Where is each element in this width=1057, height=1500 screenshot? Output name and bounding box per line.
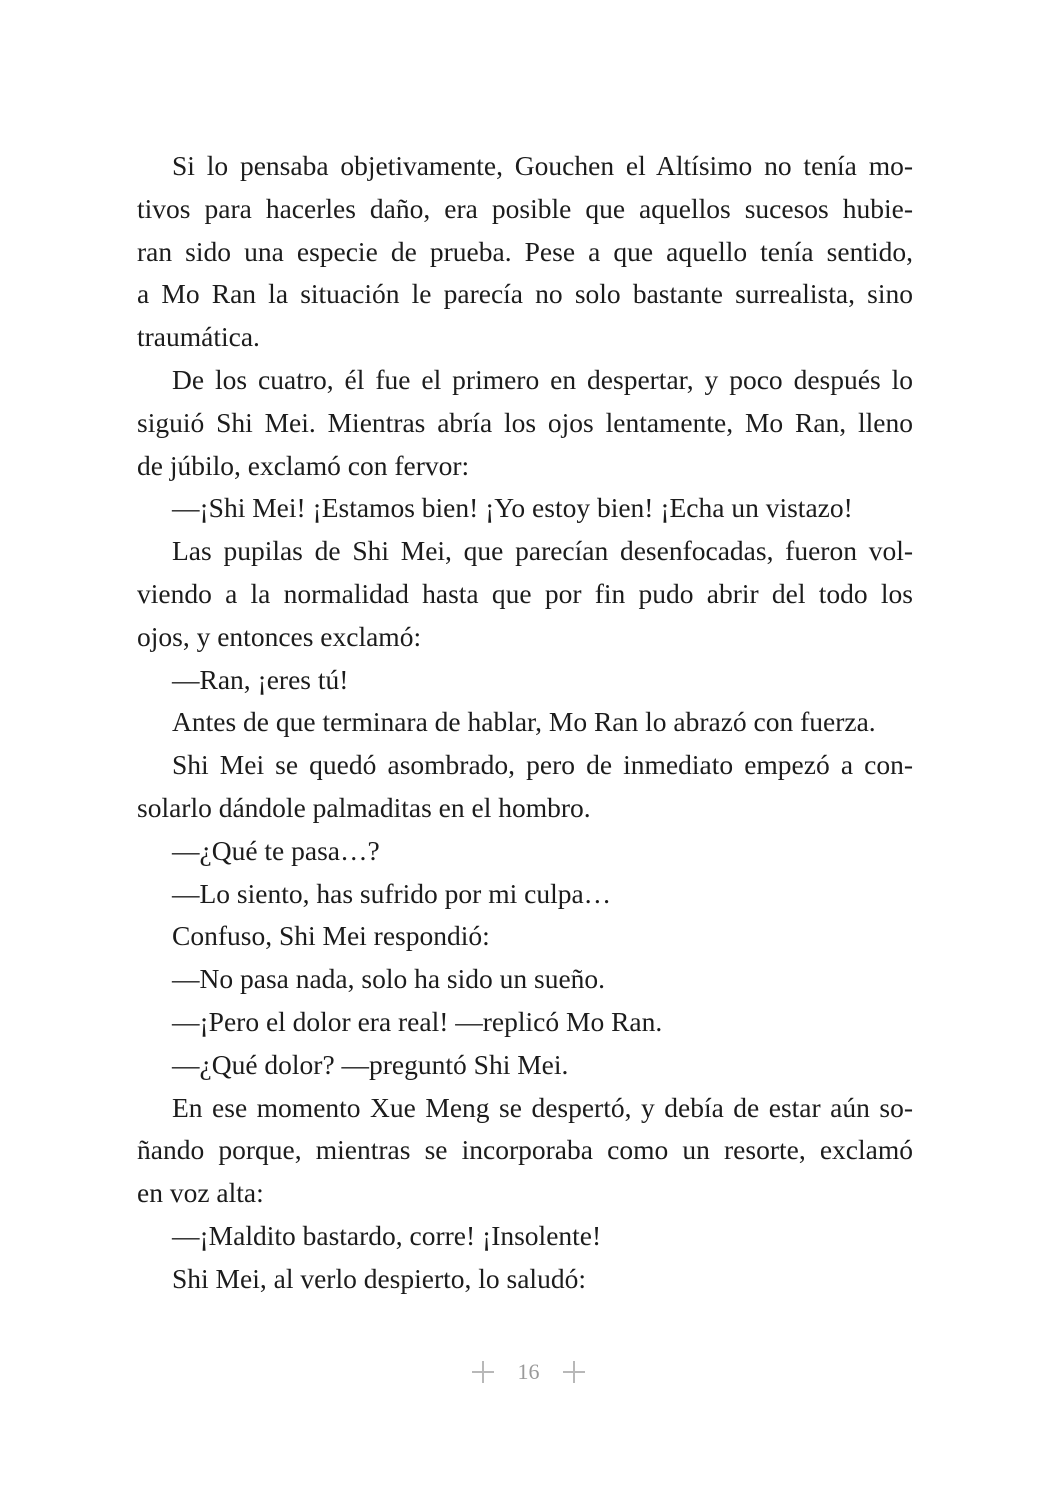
text-line: Las pupilas de Shi Mei, que parecían desenfocadas, fueron vol- — [172, 535, 913, 567]
text-line: —No pasa nada, solo ha sido un sueño. — [172, 963, 606, 995]
text-line: ojos, y entonces exclamó: — [137, 620, 422, 652]
text-line: siguió Shi Mei. Mientras abría los ojos lentamente, Mo Ran, lleno — [137, 406, 913, 438]
text-line: ñando porque, mientras se incorporaba como un resorte, exclamó — [137, 1134, 913, 1166]
body-text — [137, 145, 913, 1301]
text-line: Si lo pensaba objetivamente, Gouchen el Altísimo no tenía mo- — [172, 150, 913, 181]
text-line: a Mo Ran la situación le parecía no solo bastante surrealista, sino — [137, 278, 913, 310]
text-line: Antes de que terminara de hablar, Mo Ran lo abrazó con fuerza. — [172, 706, 876, 738]
text-line: viendo a la normalidad hasta que por fin pudo abrir del todo los — [137, 577, 913, 609]
page-number: 16 — [517, 1358, 540, 1384]
text-line: Confuso, Shi Mei respondió: — [172, 920, 490, 952]
text-line: ran sido una especie de prueba. Pese a que aquello tenía sentido, — [137, 235, 913, 267]
text-line: —¡Pero el dolor era real! —replicó Mo Ran. — [172, 1005, 663, 1037]
page-footer — [0, 1357, 1057, 1385]
text-line: solarlo dándole palmaditas en el hombro. — [137, 791, 591, 823]
cross-ornament-right-icon — [563, 1361, 585, 1383]
text-line: —¿Qué dolor? —preguntó Shi Mei. — [172, 1048, 569, 1080]
text-line: —Lo siento, has sufrido por mi culpa… — [172, 877, 612, 909]
text-line: —¡Shi Mei! ¡Estamos bien! ¡Yo estoy bien! ¡Echa un vistazo! — [172, 492, 853, 524]
text-line: —¿Qué te pasa…? — [172, 834, 380, 866]
text-line: En ese momento Xue Meng se despertó, y debía de estar aún so- — [172, 1091, 913, 1123]
text-line: —¡Maldito bastardo, corre! ¡Insolente! — [172, 1219, 602, 1251]
text-line: Shi Mei, al verlo despierto, lo saludó: — [172, 1262, 586, 1294]
text-line: Shi Mei se quedó asombrado, pero de inmediato empezó a con- — [172, 749, 913, 781]
text-line: en voz alta: — [137, 1177, 264, 1209]
cross-ornament-left-icon — [472, 1361, 494, 1383]
text-line: de júbilo, exclamó con fervor: — [137, 449, 470, 481]
text-line: tivos para hacerles daño, era posible que aquellos sucesos hubie- — [137, 192, 913, 224]
text-line: De los cuatro, él fue el primero en despertar, y poco después lo — [172, 363, 913, 395]
text-line: traumática. — [137, 321, 260, 353]
text-line: —Ran, ¡eres tú! — [172, 663, 349, 695]
